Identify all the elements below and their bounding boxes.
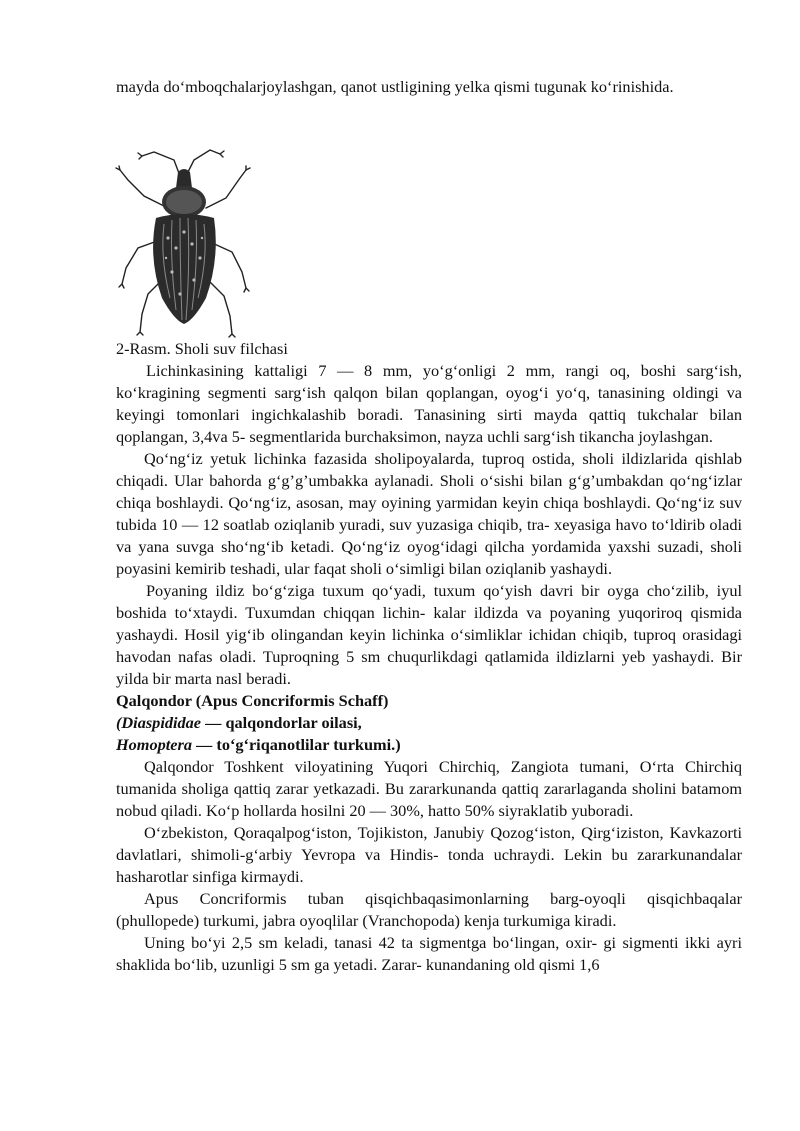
section-heading-order: [116, 734, 742, 756]
paragraph-distribution: O‘zbekiston, Qoraqalpog‘iston, Tojikiston, Janubiy Qozog‘iston, Qirg‘iziston, Kavkazorti davlatlari, shimoli-g‘arbiy Yevropa va Hindis- tonda uchraydi. Lekin bu zararkunandalar hasharotlar sinfiga kirmaydi.: [116, 823, 742, 886]
family-label: — qalqondorlar oilasi,: [201, 713, 362, 732]
paragraph-damage: Qalqondor Toshkent viloyatining Yuqori Chirchiq, Zangiota tumani, O‘rta Chirchiq tumanida sholiga qattiq zarar yetkazadi. Bu zararkunanda qattiq zararlaganda sholini batamom nobud qiladi. Ko‘p hollarda hosilni 20 — 30%, hatto 50% siyraklatib yuboradi.: [116, 757, 742, 820]
paragraph-description: Uning bo‘yi 2,5 sm keladi, tanasi 42 ta sigmentga bo‘lingan, oxir- gi sigmenti ikki ayri shaklida bo‘lib, uzunligi 5 sm ga yetadi. Zarar- kunandaning old qismi 1,6: [116, 933, 742, 974]
weevil-figure: [114, 148, 260, 338]
paragraph-classification: Apus Concriformis tuban qisqichbaqasimonlarning barg-oyoqli qisqichbaqalar (phullopede) turkumi, jabra oyoqlilar (Vranchopoda) kenja turkumiga kiradi.: [116, 889, 742, 930]
intro-paragraph: mayda do‘mboqchalarjoylashgan, qanot ustligining yelka qismi tugunak ko‘rinishida.: [116, 77, 674, 96]
section-heading-title: Qalqondor (Apus Concriformis Schaff): [116, 691, 389, 710]
paragraph-larva: Lichinkasining kattaligi 7 — 8 mm, yo‘g‘onligi 2 mm, rangi oq, boshi sarg‘ish, ko‘kragining segmenti sarg‘ish qalqon bilan qoplangan, oyog‘i yo‘q, tanasining oldingi va keyingi tomonlari ingichkalashib boradi. Tanasining sirti mayda qattiq tukchalar bilan qoplangan, 3,4va 5- segmentlarida burchaksimon, nayza uchli sarg‘ish tikancha joylashgan.: [116, 361, 742, 446]
paragraph-beetle: Qo‘ng‘iz yetuk lichinka fazasida sholipoyalarda, tuproq ostida, sholi ildizlarida qishlab chiqadi. Ular bahorda g‘g’g’umbakka aylanadi. Sholi o‘sishi bilan g‘g’umbakdan qo‘ng‘izlar chiqa boshlaydi. Qo‘ng‘iz, asosan, may oyining yarmidan keyin chiqa boshlaydi. Qo‘ng‘iz suv tubida 10 — 12 soatlab oziqlanib yuradi, suv yuzasiga chiqib, tra- xeyasiga havo to‘ldirib oladi va yana suvga sho‘ng‘ib ketadi. Qo‘ng‘iz oyog‘idagi qilcha yordamida yaxshi suzadi, sholi poyasini kemirib teshadi, ular faqat sholi o‘simligi bilan oziqlanib yashaydi.: [116, 449, 742, 578]
weevil-beetle-illustration: [114, 148, 260, 338]
order-name: Homoptera: [116, 735, 192, 754]
section-heading-family: [116, 712, 742, 734]
paragraph-eggs: Poyaning ildiz bo‘g‘ziga tuxum qo‘yadi, tuxum qo‘yish davri bir oyga cho‘zilib, iyul boshida to‘xtaydi. Tuxumdan chiqqan lichin- kalar ildizda va poyaning yuqoriroq qismida yashaydi. Hosil yig‘ib olingandan keyin lichinka o‘simliklar ichidan chiqib, tuproq orasidagi havodan nafas oladi. Tuproqning 5 sm chuqurlikdagi qatlamida ildizlarni yeb yashaydi. Bir yilda bir marta nasl beradi.: [116, 581, 742, 688]
family-name: (Diaspididae: [116, 713, 202, 732]
order-label: — to‘g‘riqanotlilar turkumi.): [191, 735, 401, 754]
figure-caption: 2-Rasm. Sholi suv filchasi: [116, 339, 288, 358]
document-page: [116, 76, 742, 976]
